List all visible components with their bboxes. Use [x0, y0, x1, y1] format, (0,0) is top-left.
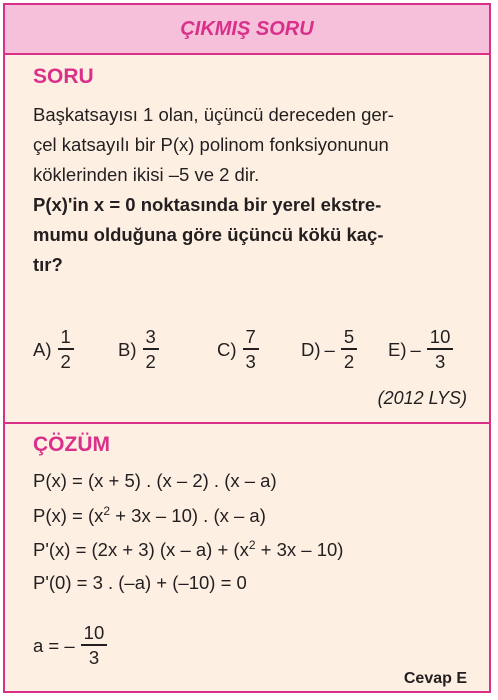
solution-title: ÇÖZÜM — [33, 433, 110, 456]
solution-line-4: P'(0) = 3 . (–a) + (–10) = 0 — [33, 572, 247, 593]
question-card — [3, 3, 491, 693]
solution-line-3 — [33, 538, 343, 561]
question-bold-line: tır? — [33, 254, 63, 275]
option-a[interactable] — [33, 320, 74, 380]
option-fraction — [243, 326, 259, 374]
answer-label: Cevap E — [403, 670, 467, 687]
question-title: SORU — [33, 65, 94, 88]
fraction-numerator: 5 — [343, 326, 355, 348]
result-prefix: a = – — [33, 634, 75, 656]
option-fraction — [143, 326, 159, 374]
question-bold-line: mumu olduğuna göre üçüncü kökü kaç- — [33, 224, 384, 245]
solution-line-1: P(x) = (x + 5) . (x – 2) . (x – a) — [33, 470, 277, 491]
question-line: çel katsayılı bir P(x) polinom fonksiyonunun — [33, 134, 389, 155]
fraction-denominator: 2 — [343, 350, 355, 372]
option-b[interactable] — [118, 320, 159, 380]
solution-text: P'(x) = (2x + 3) (x – a) + (x — [33, 539, 249, 560]
question-line: köklerinden ikisi –5 ve 2 dir. — [33, 164, 260, 185]
fraction-denominator: 3 — [245, 350, 256, 372]
solution-text: + 3x – 10) . (x – a) — [110, 505, 266, 526]
fraction-numerator: 10 — [429, 326, 451, 348]
header-title: ÇIKMIŞ SORU — [180, 17, 314, 40]
option-sign: – — [324, 339, 335, 360]
fraction-denominator: 3 — [434, 350, 446, 372]
option-fraction — [341, 326, 357, 374]
section-divider — [5, 422, 489, 424]
solution-text: + 3x – 10) — [255, 539, 344, 560]
question-line: Başkatsayısı 1 olan, üçüncü dereceden ger- — [33, 104, 394, 125]
option-label: B) — [118, 339, 137, 360]
solution-result — [33, 622, 107, 670]
fraction-numerator: 10 — [83, 622, 105, 643]
option-sign: – — [410, 339, 421, 360]
option-label: E) — [388, 339, 407, 360]
option-fraction — [427, 326, 454, 374]
question-bold-line: P(x)'in x = 0 noktasında bir yerel ekstre- — [33, 194, 382, 215]
fraction-numerator: 3 — [145, 326, 156, 348]
option-label: D) — [301, 339, 321, 360]
fraction-numerator: 7 — [245, 326, 256, 348]
fraction-denominator: 3 — [88, 646, 100, 668]
fraction-numerator: 1 — [60, 326, 71, 348]
fraction-denominator: 2 — [145, 350, 156, 372]
option-label: C) — [217, 339, 237, 360]
exponent: 2 — [103, 504, 111, 518]
source-label: (2012 LYS) — [377, 388, 467, 408]
exponent: 2 — [248, 538, 256, 552]
option-d[interactable] — [301, 320, 357, 380]
result-fraction — [81, 622, 108, 670]
option-c[interactable] — [217, 320, 259, 380]
fraction-denominator: 2 — [60, 350, 71, 372]
card-header — [5, 5, 489, 55]
option-label: A) — [33, 339, 52, 360]
option-fraction — [58, 326, 74, 374]
option-e[interactable] — [388, 320, 453, 380]
solution-line-2 — [33, 504, 266, 527]
question-text — [33, 100, 473, 280]
solution-text: P(x) = (x — [33, 505, 104, 526]
